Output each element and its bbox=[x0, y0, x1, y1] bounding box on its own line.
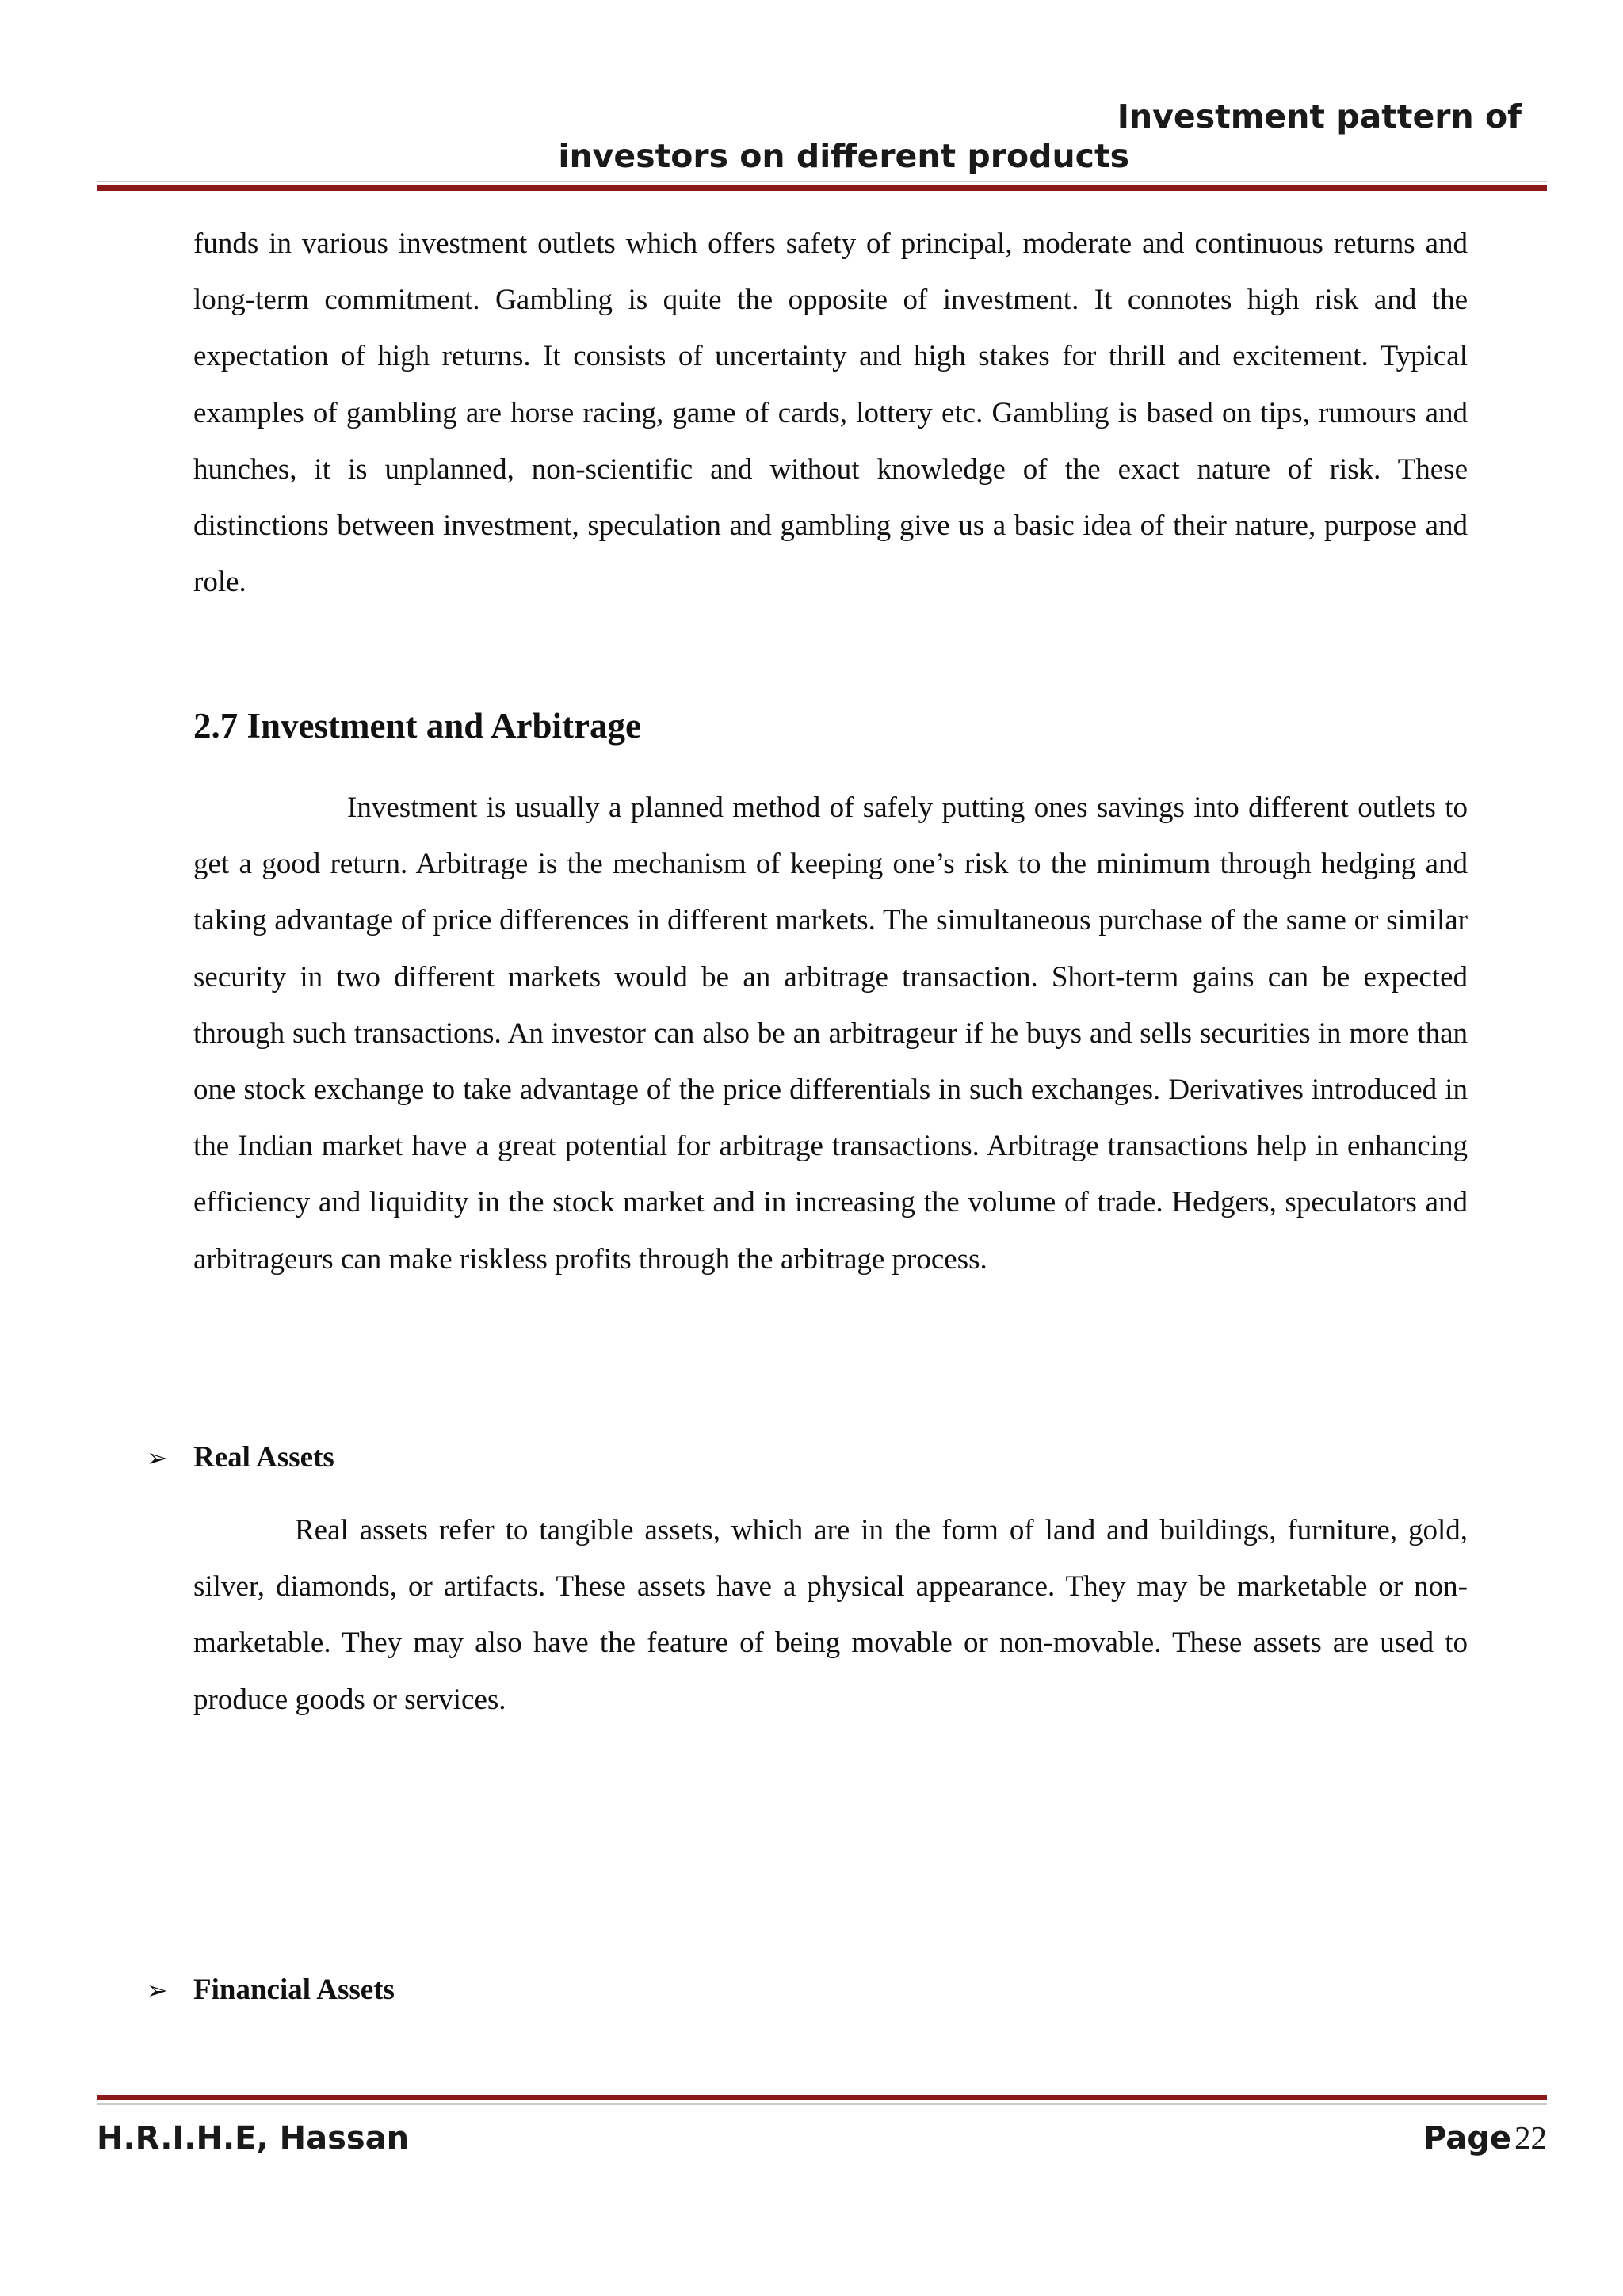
intro-paragraph: funds in various investment outlets which offers safety of principal, moderate and continuous returns and long-term commitment. Gambling is quite the opposite of investment. It connotes high risk and the expectation of high returns. It consists of uncertainty and high stakes for thrill and excitement. Typical examples of gambling are horse racing, game of cards, lottery etc. Gambling is based on tips, rumours and hunches, it is unplanned, non-scientific and without knowledge of the exact nature of risk. These distinctions between investment, speculation and gambling give us a basic idea of their nature, purpose and role. bbox=[193, 227, 1468, 599]
real-assets-paragraph: Real assets refer to tangible assets, which are in the form of land and buildings, furniture, gold, silver, diamonds, or artifacts. These assets have a physical appearance. They may be marketable or non-marketable. They may also have the feature of being movable or non-movable. These assets are used to produce goods or services. bbox=[193, 1514, 1468, 1716]
section-heading: 2.7 Investment and Arbitrage bbox=[193, 706, 641, 746]
arrow-bullet-icon: ➢ bbox=[147, 1975, 168, 2005]
real-assets-block bbox=[193, 1502, 1468, 1728]
header-rule-thin bbox=[97, 181, 1547, 182]
arrow-bullet-icon: ➢ bbox=[147, 1443, 168, 1473]
bullet-financial-assets bbox=[147, 1973, 395, 2007]
bullet-real-assets bbox=[147, 1440, 334, 1474]
footer-page-number: 22 bbox=[1514, 2119, 1547, 2156]
header-rule bbox=[97, 185, 1547, 191]
footer-rule bbox=[97, 2095, 1547, 2100]
footer-page bbox=[1423, 2119, 1547, 2157]
bullet-real-assets-label: Real Assets bbox=[193, 1441, 334, 1474]
arbitrage-block bbox=[193, 780, 1468, 1287]
arbitrage-paragraph: Investment is usually a planned method of safely putting ones savings into different outlets to get a good return. Arbitrage is the mechanism of keeping one’s risk to the minimum through hedging and taking advantage of price differences in different markets. The simultaneous purchase of the same or similar security in two different markets would be an arbitrage transaction. Short-term gains can be expected through such transactions. An investor can also be an arbitrageur if he buys and sells securities in more than one stock exchange to take advantage of the price differentials in such exchanges. Derivatives introduced in the Indian market have a great potential for arbitrage transactions. Arbitrage transactions help in enhancing efficiency and liquidity in the stock market and in increasing the volume of trade. Hedgers, speculators and arbitrageurs can make riskless profits through the arbitrage process. bbox=[193, 791, 1468, 1276]
footer-page-label: Page bbox=[1423, 2120, 1511, 2157]
bullet-financial-assets-label: Financial Assets bbox=[193, 1974, 395, 2006]
footer-institution: H.R.I.H.E, Hassan bbox=[97, 2120, 410, 2157]
header-title-line1: Investment pattern of bbox=[1117, 97, 1522, 135]
footer-rule-thin bbox=[97, 2103, 1547, 2105]
running-header bbox=[333, 97, 1522, 176]
intro-block bbox=[193, 215, 1468, 610]
header-title-line2: investors on different products bbox=[558, 137, 1129, 175]
